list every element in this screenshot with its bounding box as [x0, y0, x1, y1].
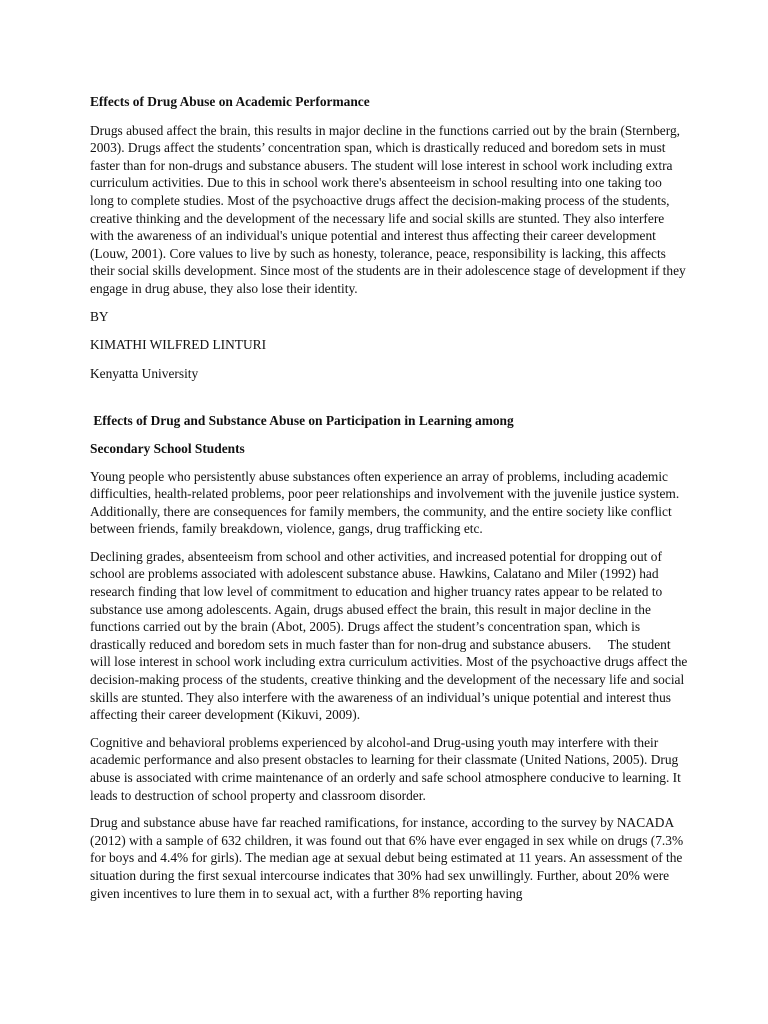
section2-paragraph-2: Declining grades, absenteeism from school and other activities, and increased potential for dropping out of school are problems associated with adolescent substance abuse. Hawkins, Calatano and Miler (1992) had research finding that low level of commitment to education and higher truancy rates appear to be related to substance use among adolescents. Again, drugs abused effect the brain, this result in major decline in the functions carried out by the brain (Abot, 2005). Drugs affect the student’s concentration span, which is drastically reduced and boredom sets in much faster than for non-drug and substance abusers. The student will lose interest in school work including extra curriculum activities. Most of the psychoactive drugs affect the decision-making process of the students, creative thinking and the development of the necessary life and social skills are stunted. They also interfere with the awareness of an individual’s unique potential and interest thus affecting their career development (Kikuvi, 2009). [90, 548, 691, 723]
section2-heading-line1: Effects of Drug and Substance Abuse on Participation in Learning among [90, 413, 514, 429]
section2-paragraph-4: Drug and substance abuse have far reached ramifications, for instance, according to the survey by NACADA (2012) with a sample of 632 children, it was found out that 6% have ever engaged in sex while on drugs (7.3% for boys and 4.4% for girls). The median age at sexual debut being estimated at 11 years. An assessment of the situation during the first sexual intercourse indicates that 30% had sex unwillingly. Further, about 20% were given incentives to lure them in to sexual act, with a further 8% reporting having [90, 815, 694, 901]
by-label: BY [90, 308, 109, 324]
institution-name: Kenyatta University [90, 365, 199, 381]
author-name: KIMATHI WILFRED LINTURI [90, 337, 267, 353]
section2-paragraph-3: Cognitive and behavioral problems experienced by alcohol-and Drug-using youth may interfere with their academic performance and also present obstacles to learning for their classmate (United Nations, 2005). Drug abuse is associated with crime maintenance of an orderly and safe school atmosphere conducive to learning. It leads to destruction of school property and classroom disorder. [90, 734, 681, 803]
section1-paragraph: Drugs abused affect the brain, this results in major decline in the functions carried out by the brain (Sternberg, 2003). Drugs affect the students’ concentration span, which is drastically reduced and boredom sets in must faster than for non-drugs and substance abusers. The student will lose interest in school work including extra curriculum activities. Due to this in school work there's absenteeism in school resulting into one taking too long to complete studies. Most of the psychoactive drugs affect the decision-making process of the students, creative thinking and the development of the necessary life and social skills are stunted. They also interfere with the awareness of an individual's unique potential and interest thus affecting their career development (Louw, 2001). Core values to live by such as honesty, tolerance, peace, responsibility is lacking, this affects their social skills development. Since most of the students are in their adolescence stage of development if they engage in drug abuse, they also lose their identity. [90, 122, 686, 296]
section2-heading-line2: Secondary School Students [90, 440, 245, 456]
section1-heading: Effects of Drug Abuse on Academic Performance [90, 94, 370, 109]
section2-paragraph-1: Young people who persistently abuse substances often experience an array of problems, including academic difficulties, health-related problems, poor peer relationships and involvement with the juvenile justice system. Additionally, there are consequences for family members, the community, and the entire society like conflict between friends, family breakdown, violence, gangs, drug trafficking etc. [90, 468, 680, 537]
section-gap [90, 382, 688, 412]
